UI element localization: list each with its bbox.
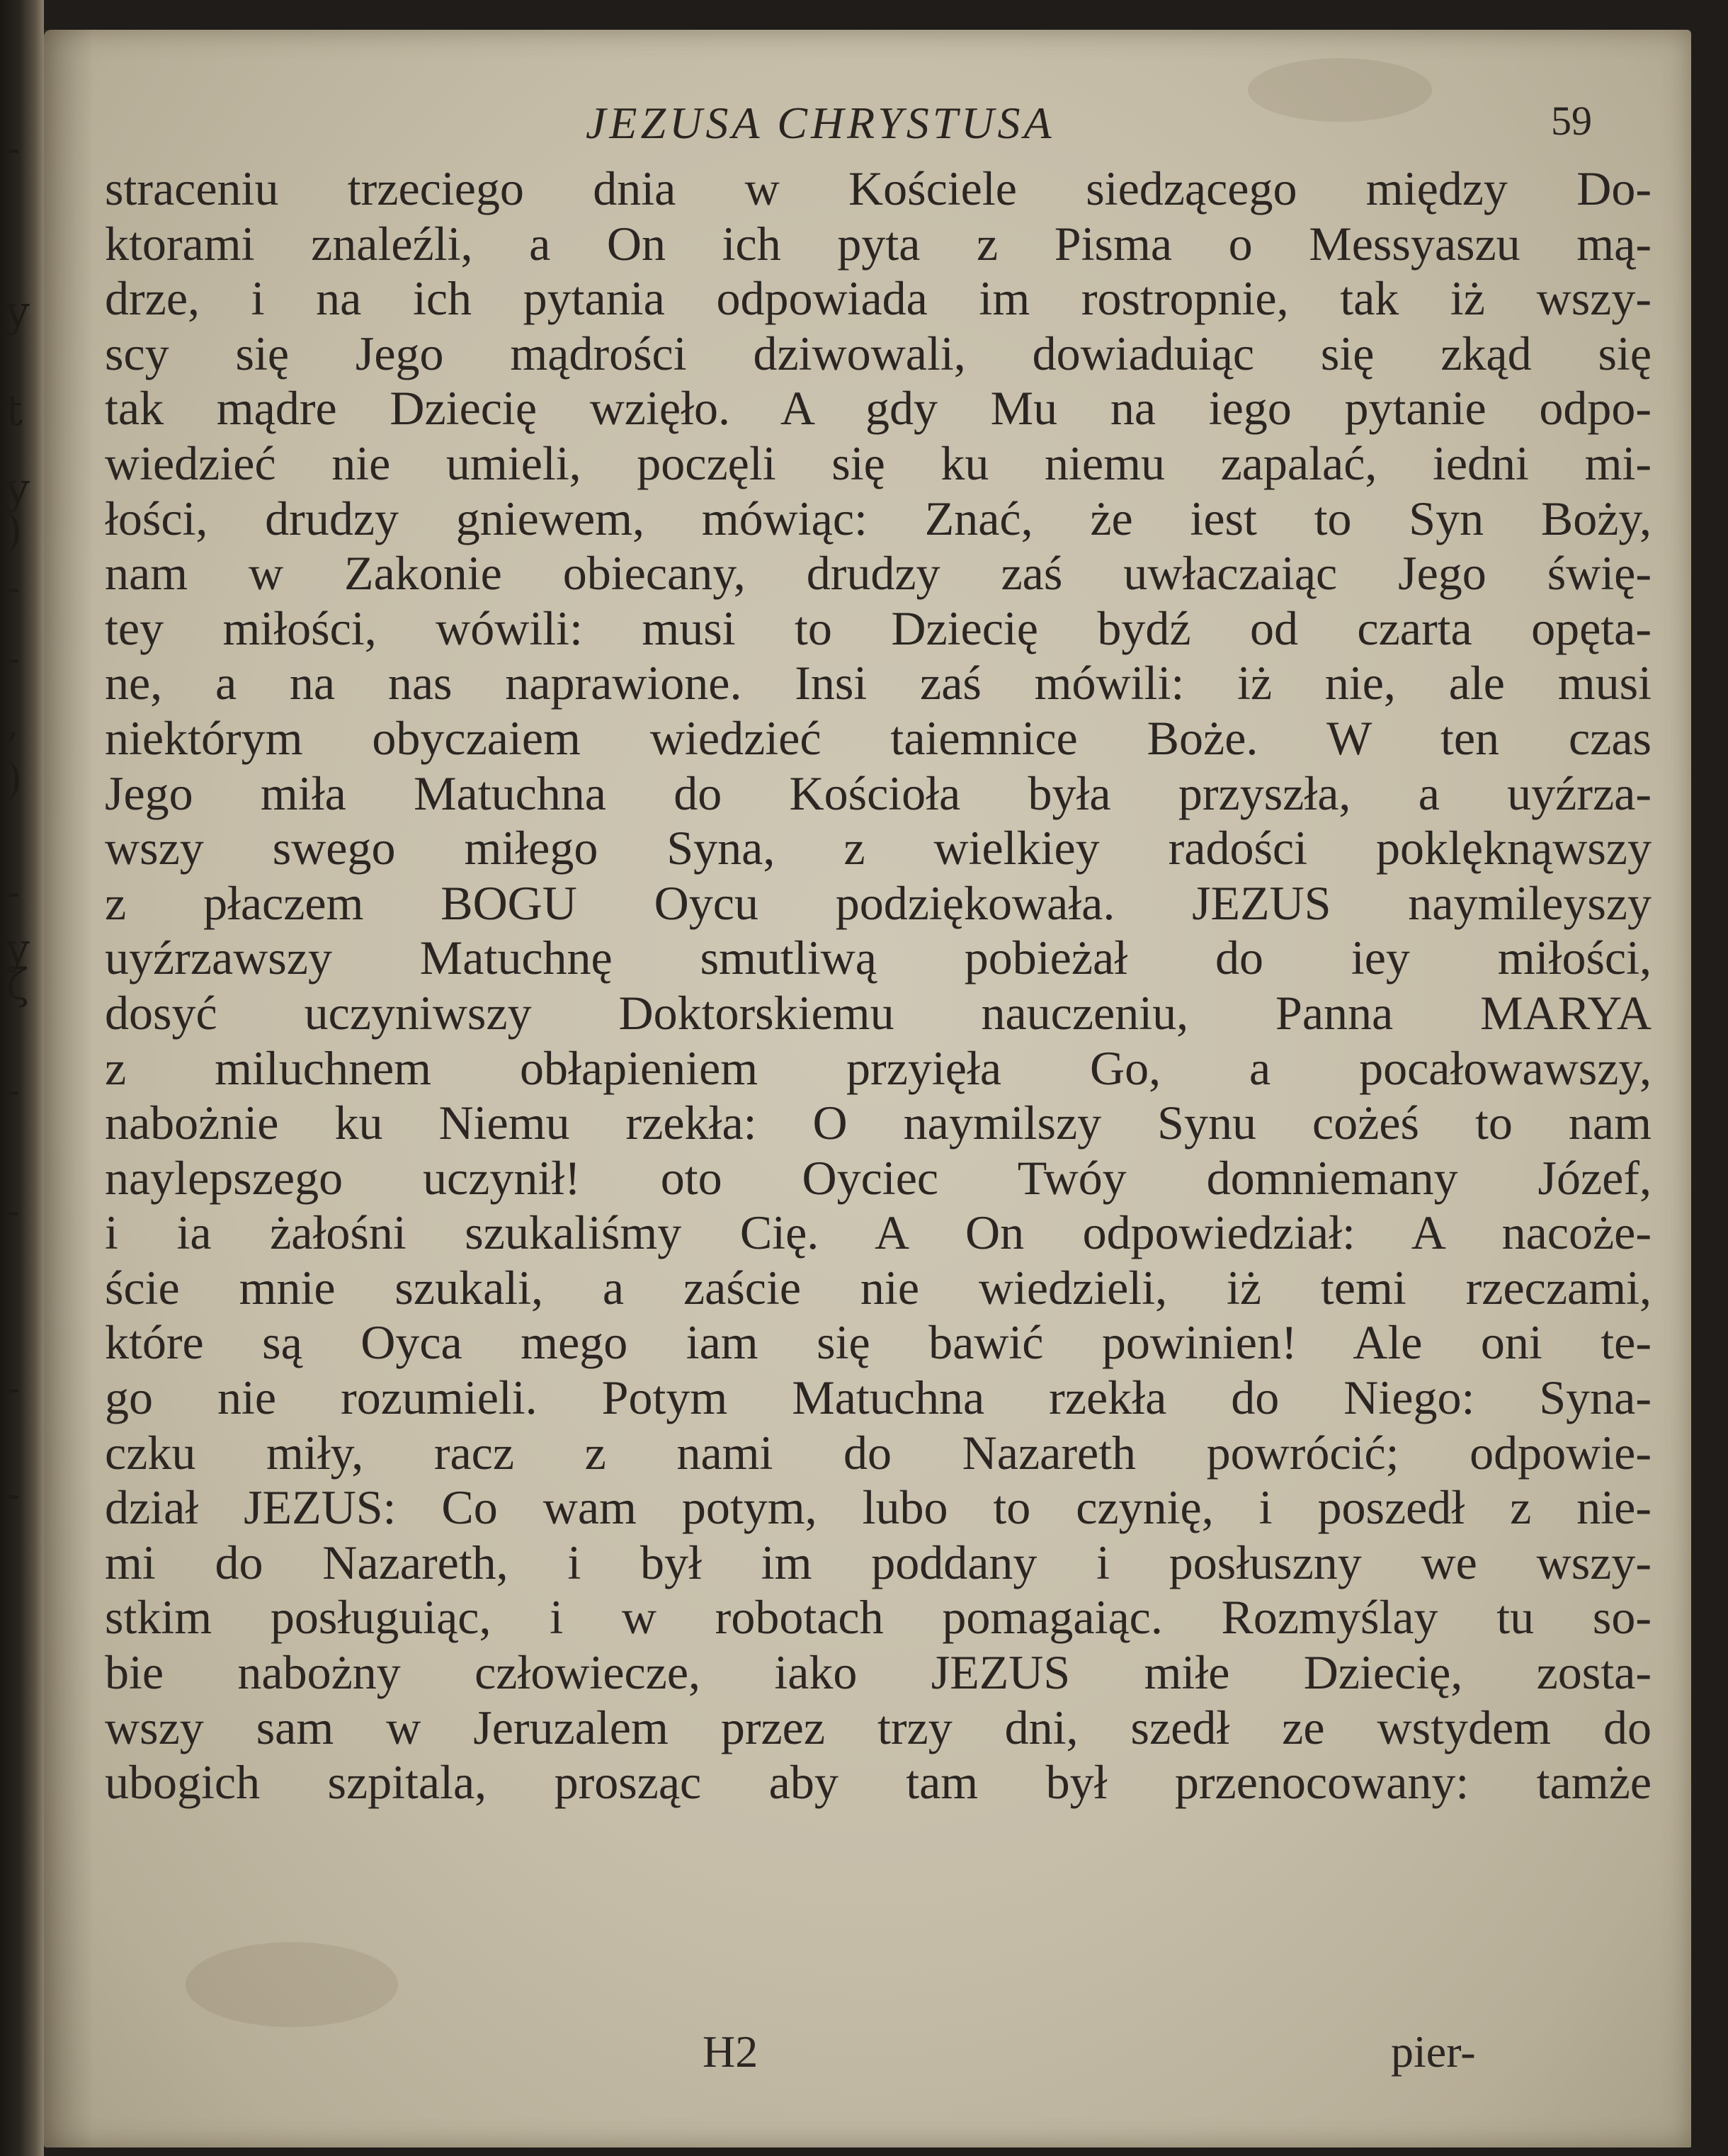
signature-mark: H2	[703, 2026, 758, 2077]
text-line: ktorami znaleźli, a On ich pyta z Pisma o Messyaszu mą-	[105, 216, 1652, 271]
margin-fragment: -	[6, 1363, 21, 1413]
text-line: bie nabożny człowiecze, iako JEZUS miłe Dziecię, zosta-	[105, 1645, 1652, 1700]
margin-fragment: )	[6, 754, 23, 804]
text-line: tey miłości, wówili: musi to Dziecię bydź od czarta opęta-	[105, 601, 1652, 655]
text-line: dział JEZUS: Co wam potym, lubo to czynię, i poszedł z nie-	[105, 1480, 1652, 1535]
text-line: naylepszego uczynił! oto Oyciec Twóy domniemany Józef,	[105, 1150, 1652, 1205]
margin-fragment: -	[6, 563, 21, 613]
margin-fragment: -	[6, 124, 21, 174]
text-line: ście mnie szukali, a zaście nie wiedzieli, iż temi rzeczami,	[105, 1260, 1652, 1315]
text-line: stkim posługuiąc, i w robotach pomagaiąc. Rozmyślay tu so-	[105, 1590, 1652, 1645]
text-line: Jego miła Matuchna do Kościoła była przyszła, a uyźrza-	[105, 766, 1652, 820]
text-line: wiedzieć nie umieli, poczęli się ku niemu zapalać, iedni mi-	[105, 436, 1652, 490]
running-title: JEZUSA CHRYSTUSA	[586, 98, 1055, 148]
text-line: wszy swego miłego Syna, z wielkiey radości poklęknąwszy	[105, 821, 1652, 875]
running-head	[44, 97, 1691, 161]
text-line: z płaczem BOGU Oycu podziękowała. JEZUS naymileyszy	[105, 875, 1652, 930]
margin-fragment: ζ	[6, 960, 29, 1009]
text-line: z miluchnem obłapieniem przyięła Go, a pocałowawszy,	[105, 1040, 1652, 1095]
text-line: nam w Zakonie obiecany, drudzy zaś uwłaczaiąc Jego świę-	[105, 546, 1652, 601]
book-page	[44, 30, 1691, 2148]
margin-fragment: t	[6, 386, 23, 436]
catchword: pier-	[1391, 2026, 1476, 2077]
text-line: niektórym obyczaiem wiedzieć taiemnice Boże. W ten czas	[105, 710, 1652, 765]
text-line: czku miły, racz z nami do Nazareth powrócić; odpowie-	[105, 1425, 1652, 1480]
text-line: i ia żałośni szukaliśmy Cię. A On odpowiedział: A nacoże-	[105, 1205, 1652, 1260]
text-line: ne, a na nas naprawione. Insi zaś mówili: iż nie, ale musi	[105, 656, 1652, 710]
text-line: wszy sam w Jeruzalem przez trzy dni, szedł ze wstydem do	[105, 1700, 1652, 1754]
margin-fragment: -	[6, 1186, 21, 1236]
text-line: nabożnie ku Niemu rzekła: O naymilszy Synu cożeś to nam	[105, 1096, 1652, 1150]
text-line: tak mądre Dziecię wzięło. A gdy Mu na iego pytanie odpo-	[105, 381, 1652, 436]
body-text	[105, 161, 1652, 1810]
margin-fragment: y	[6, 287, 30, 336]
text-line: które są Oyca mego iam się bawić powinien! Ale oni te-	[105, 1315, 1652, 1370]
text-line: uyźrzawszy Matuchnę smutliwą pobieżał do iey miłości,	[105, 931, 1652, 985]
page-footer	[44, 2026, 1691, 2089]
margin-fragment: -	[6, 1066, 21, 1116]
text-line: łości, drudzy gniewem, mówiąc: Znać, że iest to Syn Boży,	[105, 491, 1652, 545]
page-number: 59	[1551, 98, 1592, 144]
text-line: scy się Jego mądrości dziwowali, dowiaduiąc się zkąd się	[105, 326, 1652, 380]
margin-fragment: -	[6, 1470, 21, 1519]
text-line: dosyć uczyniwszy Doktorskiemu nauczeniu, Panna MARYA	[105, 985, 1652, 1040]
paper-stain	[186, 1942, 398, 2027]
margin-fragment: y	[6, 464, 30, 514]
margin-fragment: )	[6, 506, 23, 556]
margin-fragment: ,	[6, 698, 20, 747]
margin-fragment: y	[6, 924, 30, 974]
previous-page-fragments	[6, 21, 42, 2139]
previous-page-edge	[0, 0, 44, 2156]
text-line: go nie rozumieli. Potym Matuchna rzekła do Niego: Syna-	[105, 1371, 1652, 1425]
margin-fragment: -	[6, 868, 21, 917]
text-line: drze, i na ich pytania odpowiada im rostropnie, tak iż wszy-	[105, 271, 1652, 326]
text-line: mi do Nazareth, i był im poddany i posłuszny we wszy-	[105, 1535, 1652, 1589]
margin-fragment: -	[6, 634, 21, 683]
text-line: straceniu trzeciego dnia w Kościele siedzącego między Do-	[105, 161, 1652, 215]
text-line: ubogich szpitala, prosząc aby tam był przenocowany: tamże	[105, 1755, 1652, 1810]
